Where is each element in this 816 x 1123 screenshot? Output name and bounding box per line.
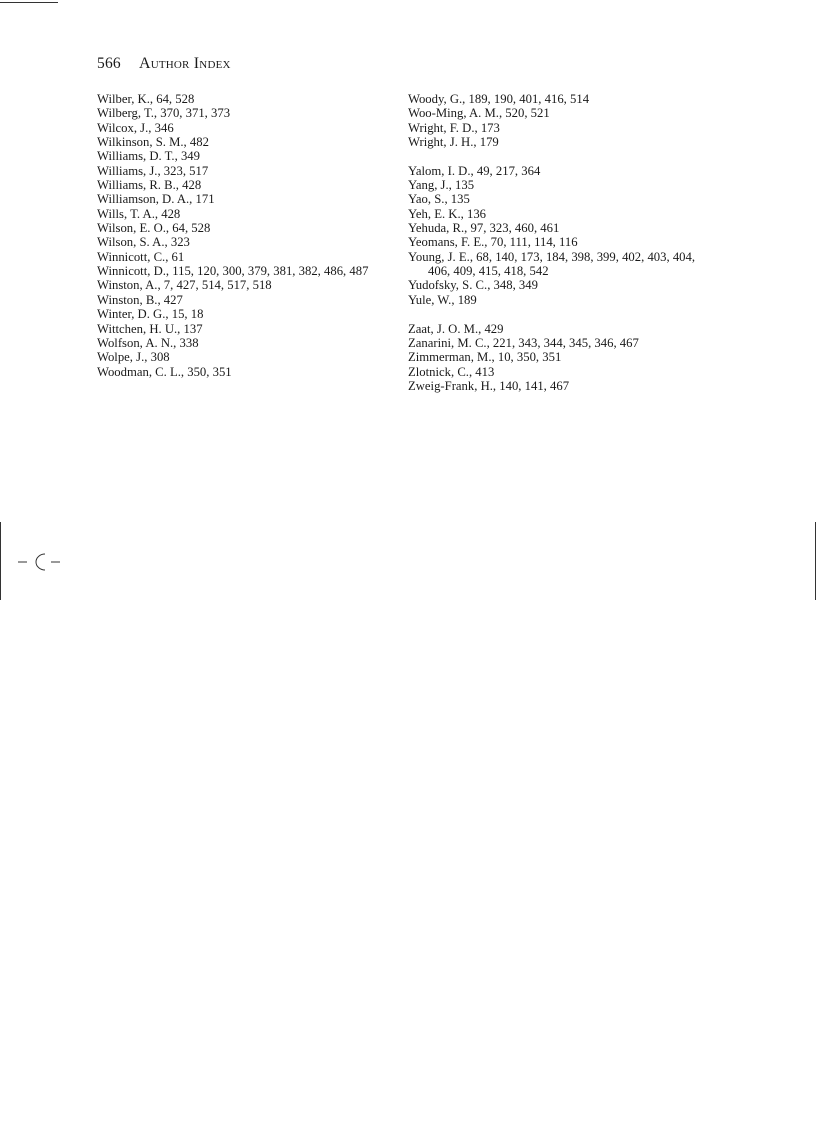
crop-mark-top: [0, 0, 58, 3]
index-column-right: [408, 92, 708, 393]
index-entry: Wilberg, T., 370, 371, 373: [97, 106, 231, 121]
index-entry: Zaat, J. O. M., 429: [408, 321, 504, 336]
index-entry: Zimmerman, M., 10, 350, 351: [408, 350, 562, 365]
index-entry: Zweig-Frank, H., 140, 141, 467: [408, 378, 570, 393]
index-entry: Woo-Ming, A. M., 520, 521: [408, 106, 550, 121]
index-entry: Yule, W., 189: [408, 292, 477, 307]
index-entry: Winnicott, D., 115, 120, 300, 379, 381, 382, 486, 487: [97, 264, 369, 279]
index-entry: Zlotnick, C., 413: [408, 364, 495, 379]
index-entry: Yang, J., 135: [408, 178, 475, 193]
index-column-left: [97, 92, 397, 379]
index-entry: Yalom, I. D., 49, 217, 364: [408, 163, 541, 178]
index-entry: Williams, R. B., 428: [97, 178, 202, 193]
index-entry: Winter, D. G., 15, 18: [97, 307, 204, 322]
index-entry: Wolpe, J., 308: [97, 350, 170, 365]
index-entry: Yao, S., 135: [408, 192, 470, 207]
index-entry: Williamson, D. A., 171: [97, 192, 215, 207]
index-entry: Wilson, S. A., 323: [97, 235, 190, 250]
index-entry: Wilber, K., 64, 528: [97, 92, 195, 106]
index-entry: Williams, D. T., 349: [97, 149, 200, 164]
index-entry: Zanarini, M. C., 221, 343, 344, 345, 346, 467: [408, 335, 639, 350]
index-entry: Williams, J., 323, 517: [97, 163, 209, 178]
index-entry: Wilson, E. O., 64, 528: [97, 221, 211, 236]
index-entry: Wolfson, A. N., 338: [97, 335, 199, 350]
index-entry: Winston, A., 7, 427, 514, 517, 518: [97, 278, 272, 293]
index-entry: Yeh, E. K., 136: [408, 206, 487, 221]
index-entry: Winston, B., 427: [97, 292, 183, 307]
index-entry: Wilcox, J., 346: [97, 120, 174, 135]
edge-mark-left: [0, 522, 1, 600]
index-entry: Wills, T. A., 428: [97, 206, 181, 221]
index-entry: Wilkinson, S. M., 482: [97, 135, 209, 150]
index-entry: Woody, G., 189, 190, 401, 416, 514: [408, 92, 590, 106]
page-number: 566: [97, 55, 121, 72]
index-entry: Yeomans, F. E., 70, 111, 114, 116: [408, 235, 578, 250]
index-entry: Yudofsky, S. C., 348, 349: [408, 278, 538, 293]
letter-group-gap: [408, 307, 708, 321]
index-entry: Winnicott, C., 61: [97, 249, 185, 264]
registration-mark-icon: [18, 549, 62, 575]
letter-group-gap: [408, 149, 708, 163]
page-title: Author Index: [138, 55, 231, 72]
index-entry: Wright, F. D., 173: [408, 120, 500, 135]
index-entry: Yehuda, R., 97, 323, 460, 461: [408, 221, 560, 236]
index-entry: Wright, J. H., 179: [408, 135, 499, 150]
index-entry: Wittchen, H. U., 137: [97, 321, 203, 336]
running-head: [97, 55, 231, 73]
index-entry: Young, J. E., 68, 140, 173, 184, 398, 399, 402, 403, 404, 406, 409, 415, 418, 542: [408, 249, 696, 279]
index-entry: Woodman, C. L., 350, 351: [97, 364, 232, 379]
